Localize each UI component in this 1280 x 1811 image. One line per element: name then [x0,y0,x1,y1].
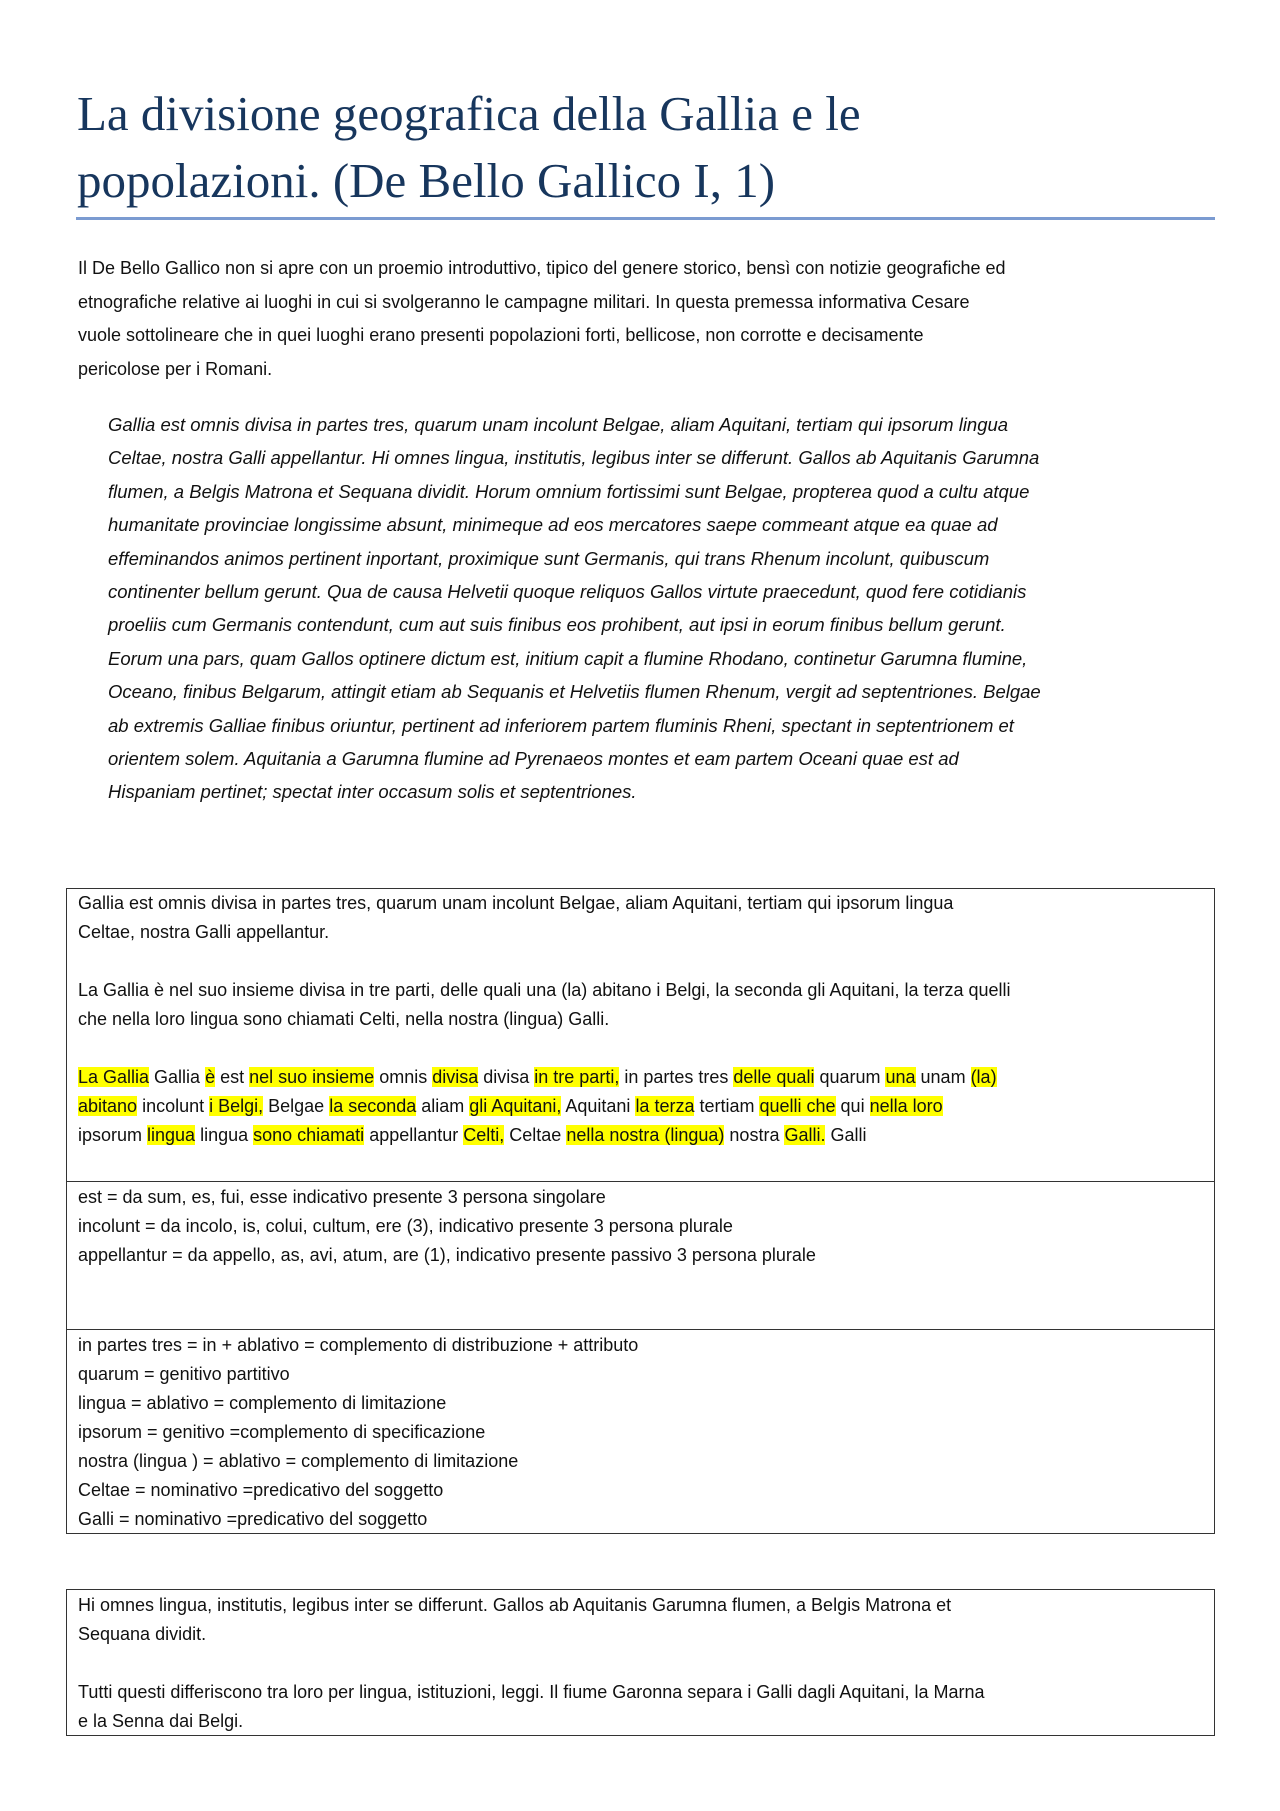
latin-word: quarum [814,1067,886,1087]
grammar-cell [67,1329,1214,1533]
interlinear-translation [78,1063,1203,1150]
highlighted-phrase: nel suo insieme [249,1067,375,1087]
grammar-note: in partes tres = in + ablativo = complemento di distribuzione + attributo [78,1335,639,1355]
highlighted-phrase: sono chiamati [253,1125,365,1145]
text-line: Il De Bello Gallico non si apre con un proemio introduttivo, tipico del genere storico, bensì con notizie geografiche ed [78,258,1006,278]
text-line: etnografiche relative ai luoghi in cui si svolgeranno le campagne militari. In questa premessa informativa Cesare [78,291,970,312]
latin-word: Celtae [504,1125,567,1145]
translation-line: che nella loro lingua sono chiamati Celti, nella nostra (lingua) Galli. [78,1009,610,1029]
page-title [77,80,861,214]
title-line: La divisione geografica della Gallia e le [77,86,861,141]
grammar-note: nostra (lingua ) = ablativo = complemento di limitazione [78,1451,519,1471]
highlighted-phrase: gli Aquitani, [469,1096,562,1116]
analysis-table-1 [66,888,1215,1534]
latin-quote [108,408,1041,809]
latin-word: Gallia [149,1067,206,1087]
latin-word: lingua [195,1125,254,1145]
text-line: pericolose per i Romani. [78,359,273,380]
text-line: continenter bellum gerunt. Qua de causa Helvetii quoque reliquos Gallos virtute praecedunt, quod fere cotidianis [108,581,1027,603]
latin-word: aliam [416,1096,470,1116]
text-line: humanitate provinciae longissime absunt, minimeque ad eos mercatores saepe commeant atque ea quae ad [108,514,998,536]
highlighted-phrase: delle quali [733,1067,815,1087]
verb-note: appellantur = da appello, as, avi, atum, are (1), indicativo presente passivo 3 persona plurale [78,1245,816,1265]
verb-note: est = da sum, es, fui, esse indicativo presente 3 persona singolare [78,1187,606,1207]
grammar-note: ipsorum = genitivo =complemento di specificazione [78,1422,486,1442]
latin-word: Belgae [263,1096,330,1116]
translation-line: La Gallia è nel suo insieme divisa in tre parti, delle quali una (la) abitano i Belgi, la seconda gli Aquitani, la terza quelli [78,980,1011,1000]
latin-word: omnis [374,1067,433,1087]
text-line: ab extremis Galliae finibus oriuntur, pertinent ad inferiorem partem fluminis Rheni, spectant in septentrionem et [108,714,1014,736]
latin-line: Celtae, nostra Galli appellantur. [78,922,330,942]
title-line: popolazioni. (De Bello Gallico I, 1) [77,153,776,208]
highlighted-phrase: in tre parti, [534,1067,620,1087]
latin-word: appellantur [364,1125,464,1145]
text-line: Oceano, finibus Belgarum, attingit etiam ab Sequanis et Helvetiis flumen Rhenum, vergit ad septentriones. Belgae [108,681,1041,703]
latin-word: tertiam [694,1096,760,1116]
translation-line: e la Senna dai Belgi. [78,1711,244,1731]
text-line: Celtae, nostra Galli appellantur. Hi omnes lingua, institutis, legibus inter se differunt. Gallos ab Aquitanis Garumna [108,447,1040,469]
interlinear-line [78,1092,1203,1121]
latin-word: Aquitani [561,1096,636,1116]
text-line: vuole sottolineare che in quei luoghi erano presenti popolazioni forti, bellicose, non corrotte e decisamente [78,325,924,346]
highlighted-phrase: Celti, [463,1125,505,1145]
verb-note: incolunt = da incolo, is, colui, cultum, ere (3), indicativo presente 3 persona plurale [78,1216,733,1236]
grammar-note: Galli = nominativo =predicativo del soggetto [78,1509,428,1529]
verbs-cell [67,1181,1214,1329]
latin-word: incolunt [137,1096,210,1116]
text-line: Gallia est omnis divisa in partes tres, quarum unam incolunt Belgae, aliam Aquitani, tertiam qui ipsorum lingua [108,414,1009,435]
grammar-note: lingua = ablativo = complemento di limitazione [78,1393,447,1413]
highlighted-phrase: i Belgi, [209,1096,264,1116]
highlighted-phrase: nella nostra (lingua) [566,1125,725,1145]
text-line: flumen, a Belgis Matrona et Sequana dividit. Horum omnium fortissimi sunt Belgae, propterea quod a cultu atque [108,480,1030,502]
highlighted-phrase: lingua [147,1125,196,1145]
latin-word: unam [915,1067,971,1087]
highlighted-phrase: abitano [78,1096,138,1116]
highlighted-phrase: Galli. [784,1125,826,1145]
translation-line: Tutti questi differiscono tra loro per lingua, istituzioni, leggi. Il fiume Garonna separa i Galli dagli Aquitani, la Marna [78,1682,985,1702]
latin-line: Hi omnes lingua, institutis, legibus inter se differunt. Gallos ab Aquitanis Garumna flumen, a Belgis Matrona et [78,1595,952,1615]
text-line: Eorum una pars, quam Gallos optinere dictum est, initium capit a flumine Rhodano, continetur Garumna flumine, [108,647,1028,669]
latin-word: in partes tres [619,1067,734,1087]
latin-line: Sequana dividit. [78,1624,207,1644]
intro-paragraph [78,252,1006,387]
highlighted-phrase: divisa [432,1067,479,1087]
latin-word: ipsorum [78,1125,148,1145]
latin-word: qui [835,1096,870,1116]
translation-cell [67,1590,1214,1735]
highlighted-phrase: la terza [635,1096,695,1116]
highlighted-phrase: è [205,1067,216,1087]
grammar-note: Celtae = nominativo =predicativo del soggetto [78,1480,444,1500]
grammar-note: quarum = genitivo partitivo [78,1364,290,1384]
latin-line: Gallia est omnis divisa in partes tres, quarum unam incolunt Belgae, aliam Aquitani, tertiam qui ipsorum lingua [78,893,954,913]
translation-cell [67,889,1214,1181]
highlighted-phrase: una [885,1067,916,1087]
highlighted-phrase: La Gallia [78,1067,150,1087]
text-line: proeliis cum Germanis contendunt, cum aut suis finibus eos prohibent, aut ipsi in eorum finibus bellum gerunt. [108,614,1006,636]
latin-word: est [215,1067,250,1087]
title-underline [76,217,1215,220]
latin-word: Galli [825,1125,867,1145]
text-line: effeminandos animos pertinent inportant, proximique sunt Germanis, qui trans Rhenum incolunt, quibuscum [108,547,990,569]
interlinear-line [78,1063,1203,1092]
interlinear-line [78,1121,1203,1150]
latin-word: divisa [478,1067,535,1087]
highlighted-phrase: (la) [970,1067,997,1087]
text-line: Hispaniam pertinet; spectat inter occasum solis et septentriones. [108,781,637,803]
highlighted-phrase: nella loro [869,1096,943,1116]
analysis-table-2 [66,1589,1215,1736]
text-line: orientem solem. Aquitania a Garumna flumine ad Pyrenaeos montes et eam partem Oceani quae est ad [108,748,959,770]
latin-word: nostra [724,1125,785,1145]
highlighted-phrase: la seconda [329,1096,417,1116]
highlighted-phrase: quelli che [759,1096,836,1116]
